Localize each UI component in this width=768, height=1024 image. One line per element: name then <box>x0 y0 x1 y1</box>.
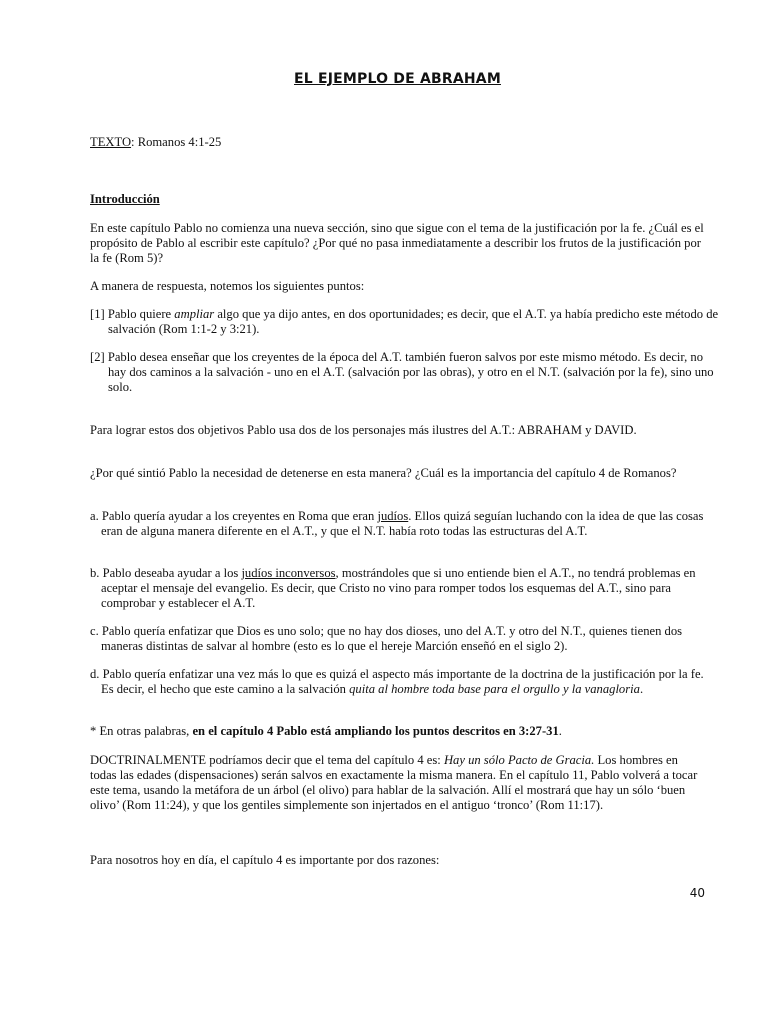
item-d-emphasis: quita al hombre toda base para el orgullo y la vanagloria <box>349 682 640 696</box>
paragraph-1: En este capítulo Pablo no comienza una nueva sección, sino que sigue con el tema de la justificación por la fe. ¿Cuál es el propósito de Pablo al escribir este capítulo? ¿Por qué no pasa inmediatamente a describir los frutos de la justificación por la fe (Rom 5)? <box>90 221 704 265</box>
point-1-text-b: algo que ya dijo antes, en dos oportunidades; es decir, que el A.T. ya había predicho este método de salvación (Rom 1:1-2 y 3:21). <box>108 307 719 336</box>
point-1 <box>90 307 723 337</box>
paragraph-3: Para lograr estos dos objetivos Pablo usa dos de los personajes más ilustres del A.T.: ABRAHAM y DAVID. <box>90 423 637 437</box>
closing-paragraph: Para nosotros hoy en día, el capítulo 4 es importante por dos razones: <box>90 853 440 867</box>
paragraph-2: A manera de respuesta, notemos los siguientes puntos: <box>90 279 365 293</box>
item-a-text-a: a. Pablo quería ayudar a los creyentes en Roma que eran <box>90 509 378 523</box>
item-a <box>90 509 716 539</box>
doctrinal-text-a: DOCTRINALMENTE podríamos decir que el tema del capítulo 4 es: <box>90 753 444 767</box>
paragraph-4: ¿Por qué sintió Pablo la necesidad de detenerse en esta manera? ¿Cuál es la importancia del capítulo 4 de Romanos? <box>90 466 677 480</box>
intro-heading: Introducción <box>90 192 160 206</box>
note-strong: en el capítulo 4 Pablo está ampliando los puntos descritos en 3:27-31 <box>192 724 559 738</box>
item-d-text-b: . <box>639 682 644 696</box>
page-title: EL EJEMPLO DE ABRAHAM <box>294 71 501 87</box>
item-b-text-a: b. Pablo deseaba ayudar a los <box>90 566 242 580</box>
note <box>90 724 705 739</box>
item-d <box>90 667 716 697</box>
point-1-text-a: [1] Pablo quiere <box>90 307 175 321</box>
item-b-underline: judíos inconversos <box>241 566 336 580</box>
point-2: [2] Pablo desea enseñar que los creyentes de la época del A.T. también fueron salvos por este mismo método. Es decir, no hay dos caminos a la salvación - uno en el A.T. (salvación por las obras), y otro en el N.T. (salvación por la fe), sino uno solo. <box>90 350 714 394</box>
note-text-a: * En otras palabras, <box>90 724 193 738</box>
texto-label: TEXTO <box>90 135 132 149</box>
doctrinal-emphasis: Hay un sólo Pacto de Gracia. <box>443 753 595 767</box>
text-reference <box>90 135 705 150</box>
note-text-b: . <box>558 724 562 738</box>
item-b-text-b: , mostrándoles que si uno entiende bien el A.T., no tendrá problemas en aceptar el mensaje del evangelio. Es decir, que Cristo no vino para romper todos los esquemas del A.T., sino para comprobar y establecer el A.T. <box>101 566 696 610</box>
texto-ref: : Romanos 4:1-25 <box>131 135 222 149</box>
doctrinal-paragraph <box>90 753 705 813</box>
item-b <box>90 566 716 611</box>
item-d-text-a: d. Pablo quería enfatizar una vez más lo que es quizá el aspecto más importante de la doctrina de la justificación por la fe. Es decir, el hecho que este camino a la salvación <box>90 667 704 696</box>
point-1-emphasis: ampliar <box>174 307 215 321</box>
item-a-text-b: . Ellos quizá seguían luchando con la idea de que las cosas eran de alguna manera diferente en el A.T., y que el N.T. había roto todas las estructuras del A.T. <box>101 509 704 538</box>
page-number: 40 <box>689 886 705 900</box>
item-c: c. Pablo quería enfatizar que Dios es uno solo; que no hay dos dioses, uno del A.T. y otro del N.T., quienes tienen dos maneras distintas de salvar al hombre (esto es lo que el hereje Marción enseñó en el siglo 2). <box>90 624 683 653</box>
item-a-underline: judíos <box>377 509 409 523</box>
doctrinal-text-b: Los hombres en todas las edades (dispensaciones) serán salvos en exactamente la misma manera. En el capítulo 11, Pablo volverá a tocar este tema, usando la metáfora de un árbol (el olivo) para hablar de la salvación. Allí el mostrará que hay un sólo ‘buen olivo’ (Rom 11:24), y que los gentiles simplemente son injertados en el antiguo ‘tronco’ (Rom 11:17). <box>90 753 698 812</box>
